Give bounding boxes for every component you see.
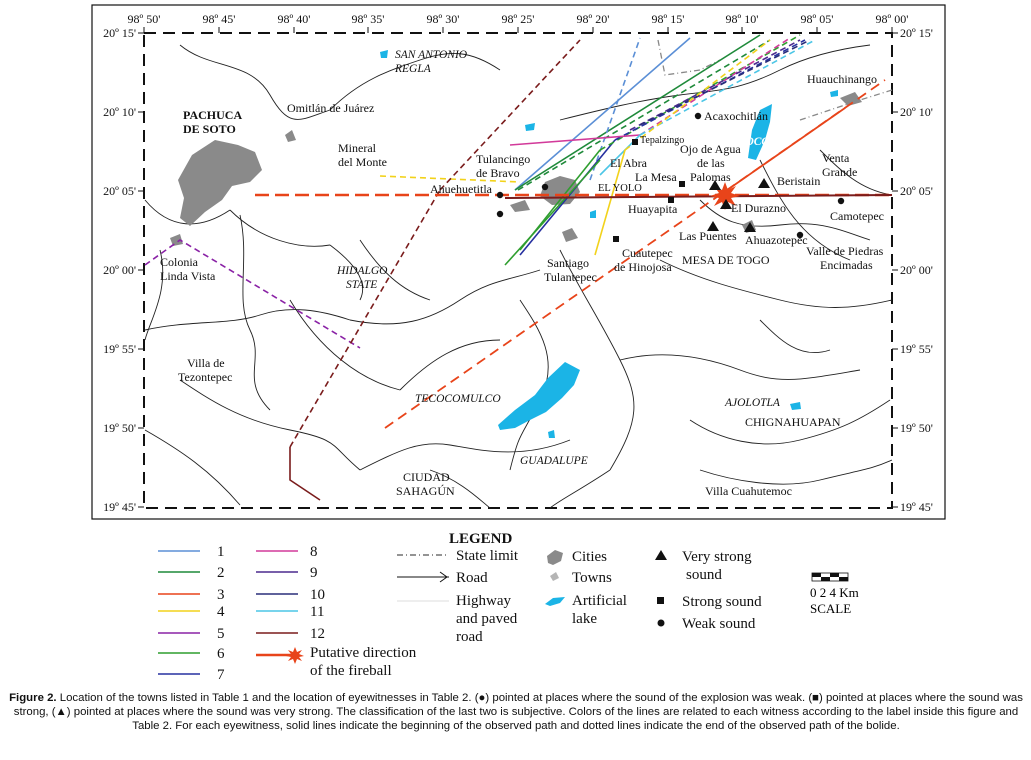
legend-explosion-star-icon bbox=[286, 647, 304, 664]
legend-towns-label: Towns bbox=[572, 570, 612, 586]
svg-text:6: 6 bbox=[217, 646, 225, 662]
lat-label: 20º 05' bbox=[900, 184, 933, 198]
svg-text:11: 11 bbox=[310, 604, 325, 620]
legend-highway-label: Highway bbox=[456, 593, 511, 609]
lon-label: 98º 10' bbox=[725, 12, 759, 26]
legend-witness-8 bbox=[256, 544, 318, 560]
scale-label: SCALE bbox=[810, 601, 852, 616]
place-label: del Monte bbox=[338, 155, 387, 169]
place-label: SAN ANTONIO bbox=[395, 49, 468, 61]
place-label: TEJOCOTAL bbox=[725, 136, 791, 148]
legend-witness-1 bbox=[158, 544, 225, 560]
place-label: Villa de bbox=[187, 356, 225, 370]
scale-bar-icon bbox=[812, 573, 848, 581]
legend-road-label: Road bbox=[456, 570, 488, 586]
legend-witness-10 bbox=[256, 587, 325, 603]
lat-label: 19º 45' bbox=[103, 500, 136, 514]
lon-label: 98º 05' bbox=[800, 12, 834, 26]
legend-state-limit-label: State limit bbox=[456, 548, 519, 564]
place-label: TECOCOMULCO bbox=[415, 393, 501, 405]
legend-witness-7 bbox=[158, 667, 225, 683]
place-label: CIUDAD bbox=[403, 470, 450, 484]
legend-very-strong-icon bbox=[655, 550, 667, 560]
place-label: de Bravo bbox=[476, 166, 520, 180]
legend-towns-icon bbox=[550, 572, 559, 581]
lon-label: 98º 00' bbox=[875, 12, 909, 26]
svg-text:12: 12 bbox=[310, 626, 325, 642]
weak-sound-marker bbox=[497, 192, 503, 198]
legend bbox=[158, 531, 859, 683]
lon-label: 98º 40' bbox=[277, 12, 311, 26]
place-label: Las Puentes bbox=[679, 229, 737, 243]
legend-witness-3 bbox=[158, 587, 225, 603]
place-label: PUEBLA bbox=[833, 123, 879, 135]
place-label: Venta bbox=[822, 151, 850, 165]
place-label: Cuautepec bbox=[622, 246, 673, 260]
svg-text:10: 10 bbox=[310, 587, 325, 603]
legend-lake-label: lake bbox=[572, 611, 597, 627]
place-label: Palomas bbox=[690, 170, 731, 184]
lon-label: 98º 15' bbox=[651, 12, 685, 26]
caption-label: Figure 2. bbox=[9, 692, 57, 704]
legend-lake-label: Artificial bbox=[572, 593, 627, 609]
place-label: Camotepec bbox=[830, 209, 884, 223]
legend-highway-label: road bbox=[456, 629, 483, 645]
place-label: La Mesa bbox=[635, 170, 677, 184]
lon-label: 98º 50' bbox=[127, 12, 161, 26]
strong-sound-marker bbox=[613, 236, 619, 242]
place-label: Huauchinango bbox=[807, 72, 877, 86]
place-label: Omitlán de Juárez bbox=[287, 101, 375, 115]
weak-sound-marker bbox=[542, 184, 548, 190]
legend-fireball-label: Putative direction bbox=[310, 645, 417, 661]
figure-caption bbox=[4, 691, 1028, 757]
lon-label: 98º 20' bbox=[576, 12, 610, 26]
place-label: Acaxochitlán bbox=[704, 109, 768, 123]
svg-text:5: 5 bbox=[217, 626, 225, 642]
svg-text:7: 7 bbox=[217, 667, 225, 683]
place-label: de las bbox=[697, 156, 725, 170]
place-label: EL YOLO bbox=[598, 183, 642, 194]
legend-cities-icon bbox=[547, 550, 563, 565]
legend-highway-label: and paved bbox=[456, 611, 518, 627]
legend-lake-icon bbox=[545, 597, 565, 606]
strong-sound-marker bbox=[679, 181, 685, 187]
lat-label: 20º 05' bbox=[103, 184, 136, 198]
place-label: STATE bbox=[346, 279, 378, 291]
lat-label: 20º 15' bbox=[103, 26, 136, 40]
place-label: DE SOTO bbox=[183, 122, 236, 136]
legend-witness-11 bbox=[256, 604, 324, 620]
lat-label: 20º 10' bbox=[103, 105, 136, 119]
lat-label: 20º 15' bbox=[900, 26, 933, 40]
svg-text:3: 3 bbox=[217, 587, 225, 603]
svg-text:4: 4 bbox=[217, 604, 225, 620]
place-label: HIDALGO bbox=[337, 265, 388, 277]
legend-very-strong-label: Very strong bbox=[682, 549, 752, 565]
place-label: GUADALUPE bbox=[520, 455, 588, 467]
legend-witness-5 bbox=[158, 626, 225, 642]
place-label: Colonia bbox=[160, 255, 198, 269]
legend-title: LEGEND bbox=[449, 531, 513, 547]
lon-label: 98º 35' bbox=[351, 12, 385, 26]
lat-label: 20º 00' bbox=[103, 263, 136, 277]
place-label: Ahuazotepec bbox=[745, 233, 808, 247]
place-label: Mineral bbox=[338, 141, 376, 155]
svg-text:8: 8 bbox=[310, 544, 318, 560]
svg-text:2: 2 bbox=[217, 565, 225, 581]
legend-witness-12 bbox=[256, 626, 325, 642]
place-label: STATE bbox=[838, 137, 873, 149]
place-label: Linda Vista bbox=[160, 269, 216, 283]
legend-cities-label: Cities bbox=[572, 549, 608, 565]
lat-label: 19º 55' bbox=[103, 342, 136, 356]
lon-label: 98º 45' bbox=[202, 12, 236, 26]
place-label: Tezontepec bbox=[178, 370, 233, 384]
place-label: El Abra bbox=[610, 156, 647, 170]
legend-witness-2 bbox=[158, 565, 225, 581]
legend-strong-label: Strong sound bbox=[682, 594, 762, 610]
place-label: AJOLOTLA bbox=[725, 397, 780, 409]
legend-witness-9 bbox=[256, 565, 318, 581]
lon-label: 98º 25' bbox=[501, 12, 535, 26]
weak-sound-marker bbox=[695, 113, 701, 119]
place-label: Valle de Piedras bbox=[806, 244, 884, 258]
place-label: Santiago bbox=[547, 256, 589, 270]
place-label: MESA DE TOGO bbox=[682, 253, 770, 267]
lat-label: 19º 50' bbox=[900, 421, 933, 435]
legend-weak-icon bbox=[658, 620, 665, 627]
place-label: CHIGNAHUAPAN bbox=[745, 415, 841, 429]
place-label: Ojo de Agua bbox=[680, 142, 741, 156]
legend-strong-icon bbox=[657, 597, 664, 604]
legend-very-strong-label: sound bbox=[686, 567, 722, 583]
place-label: Ahuehuetitla bbox=[430, 182, 492, 196]
place-label: REGLA bbox=[395, 63, 431, 75]
lat-label: 19º 45' bbox=[900, 500, 933, 514]
lon-label: 98º 30' bbox=[426, 12, 460, 26]
place-label: OMILTEME bbox=[768, 89, 831, 101]
place-label: Encimadas bbox=[820, 258, 873, 272]
place-label: SAHAGÚN bbox=[396, 484, 455, 498]
lat-label: 20º 10' bbox=[900, 105, 933, 119]
place-label: Beristain bbox=[777, 174, 821, 188]
legend-witness-6 bbox=[158, 646, 225, 662]
place-label: Huayapita bbox=[628, 202, 678, 216]
place-label: de Hinojosa bbox=[614, 260, 672, 274]
legend-fireball-label: of the fireball bbox=[310, 663, 392, 679]
lat-label: 19º 55' bbox=[900, 342, 933, 356]
place-label: El Durazno bbox=[731, 201, 786, 215]
svg-text:1: 1 bbox=[217, 544, 225, 560]
caption-text: Location of the towns listed in Table 1 and the location of eyewitnesses in Table 2. (●) pointed at places where the sound of the explosion was weak. (■) pointed at places where the sound was strong, (▲) pointed at places where the sound was very strong. The classification of the last two is subjective. Colors of the lines are related to each witness according to the label inside this figure and Table 2. For each eyewitness, solid lines indicate the beginning of the observed path and dotted lines indicate the end of the observed path of the bolide. bbox=[13, 692, 1023, 732]
scale-numbers: 0 2 4 Km bbox=[810, 585, 859, 600]
legend-weak-label: Weak sound bbox=[682, 616, 756, 632]
svg-text:9: 9 bbox=[310, 565, 318, 581]
place-label: Tulancingo bbox=[476, 152, 531, 166]
place-label: Tulantepec bbox=[544, 270, 597, 284]
place-label: Grande bbox=[822, 165, 858, 179]
place-label: PACHUCA bbox=[183, 108, 243, 122]
lat-label: 20º 00' bbox=[900, 263, 933, 277]
weak-sound-marker bbox=[838, 198, 844, 204]
place-label: Tepalzingo bbox=[640, 135, 685, 146]
lat-label: 19º 50' bbox=[103, 421, 136, 435]
legend-witness-4 bbox=[158, 604, 225, 620]
place-label: Villa Cuahutemoc bbox=[705, 484, 792, 498]
weak-sound-marker bbox=[497, 211, 503, 217]
strong-sound-marker bbox=[632, 139, 638, 145]
